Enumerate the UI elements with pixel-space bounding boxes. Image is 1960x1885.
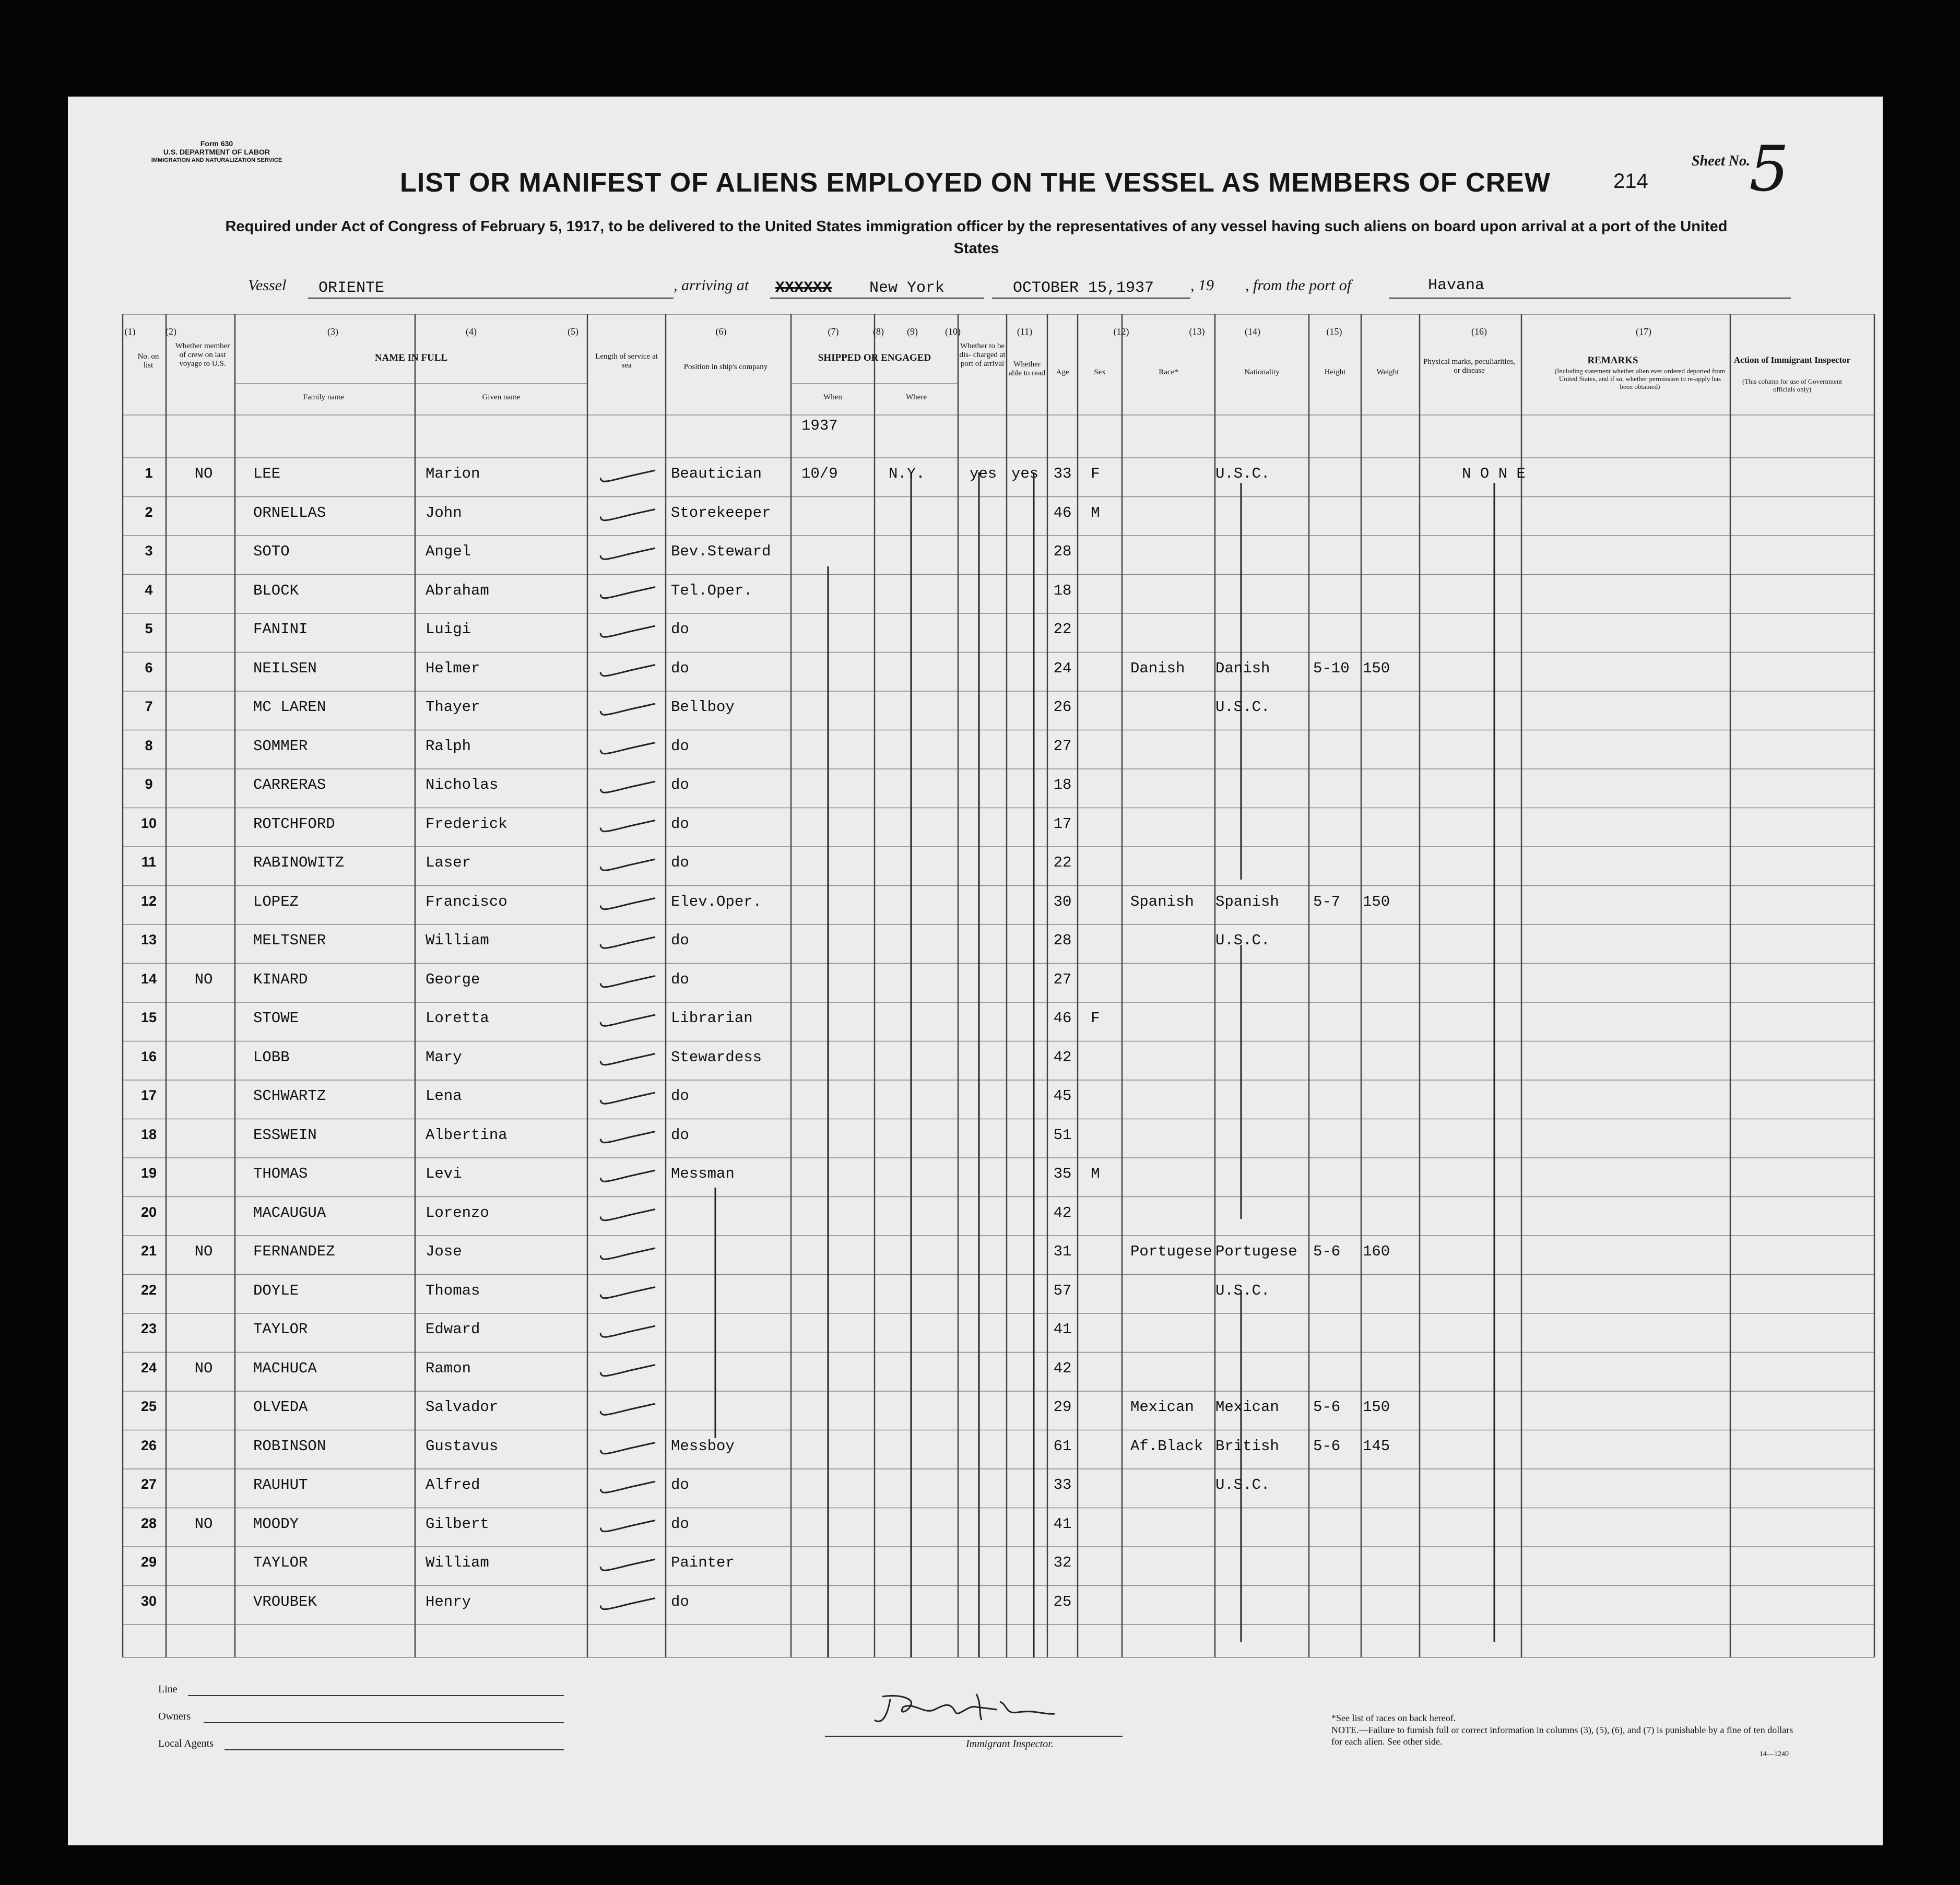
able-to-read: yes: [1011, 465, 1039, 482]
family-name: ESSWEIN: [253, 1126, 317, 1144]
given-name: William: [426, 932, 489, 949]
age: 31: [1053, 1243, 1072, 1260]
weight: 150: [1363, 659, 1390, 677]
form-code: 14—1240: [1760, 1750, 1789, 1758]
age: 51: [1053, 1126, 1072, 1144]
position: do: [671, 1593, 689, 1610]
underline: [992, 298, 1190, 299]
header-member: Whether member of crew on last voyage to U.S.: [175, 342, 230, 368]
family-name: THOMAS: [253, 1165, 308, 1182]
given-name: Albertina: [426, 1126, 507, 1144]
family-name: MELTSNER: [253, 932, 326, 949]
row-number: 6: [145, 659, 153, 675]
given-name: Mary: [426, 1048, 462, 1066]
member-last-voyage: NO: [194, 465, 213, 482]
family-name: LOBB: [253, 1048, 290, 1066]
age: 24: [1053, 659, 1072, 677]
length-of-service-mark: [600, 626, 655, 637]
given-name: Luigi: [426, 621, 471, 638]
length-of-service-mark: [600, 1287, 655, 1298]
position: Librarian: [671, 1010, 753, 1027]
position: do: [671, 1515, 689, 1533]
weight: 150: [1363, 893, 1390, 910]
given-name: William: [426, 1554, 489, 1571]
row-number: 17: [140, 1087, 157, 1103]
row-number: 20: [140, 1204, 157, 1220]
underline: [770, 298, 984, 299]
inspector-label: Immigrant Inspector.: [966, 1738, 1054, 1750]
given-name: Gilbert: [426, 1515, 489, 1533]
length-of-service-mark: [600, 1093, 655, 1104]
family-name: SOMMER: [253, 737, 308, 755]
height: 5-6: [1313, 1398, 1341, 1416]
family-name: OLVEDA: [253, 1398, 308, 1416]
row-number: 5: [145, 621, 153, 636]
race: Spanish: [1130, 893, 1194, 910]
underline: [308, 298, 674, 299]
age: 27: [1053, 737, 1072, 755]
length-of-service-mark: [600, 859, 655, 870]
given-name: Ramon: [426, 1359, 471, 1377]
position: do: [671, 854, 689, 871]
row-number: 3: [145, 543, 153, 559]
length-of-service-mark: [600, 1326, 655, 1337]
length-of-service-mark: [600, 470, 655, 481]
header-nationality: Nationality: [1244, 368, 1280, 376]
family-name: RABINOWITZ: [253, 854, 345, 871]
age: 33: [1053, 1476, 1072, 1493]
family-name: ROBINSON: [253, 1437, 326, 1455]
row-number: 12: [140, 893, 157, 909]
family-name: MACAUGUA: [253, 1204, 326, 1222]
given-name: Thomas: [426, 1282, 480, 1299]
family-name: BLOCK: [253, 582, 299, 599]
underline: [1389, 298, 1791, 299]
row-number: 10: [140, 815, 157, 831]
age: 22: [1053, 854, 1072, 871]
column-number: (12): [1113, 326, 1129, 337]
age: 46: [1053, 1010, 1072, 1027]
race: Danish: [1130, 659, 1185, 677]
header-height: Height: [1324, 368, 1346, 376]
column-number: (9): [907, 326, 918, 337]
position: do: [671, 970, 689, 988]
row-number: 19: [140, 1165, 157, 1181]
column-number: (17): [1636, 326, 1651, 337]
inspector-signature: [867, 1684, 1076, 1736]
header-shipped: SHIPPED OR ENGAGED: [818, 352, 931, 363]
race: Af.Black: [1130, 1437, 1203, 1455]
sex: M: [1091, 504, 1100, 521]
row-number: 29: [140, 1554, 157, 1570]
length-of-service-mark: [600, 1054, 655, 1065]
length-of-service-mark: [600, 898, 655, 909]
page-title: LIST OR MANIFEST OF ALIENS EMPLOYED ON THE VESSEL AS MEMBERS OF CREW: [400, 168, 1551, 198]
form-identifier: [131, 139, 303, 164]
row-number: 21: [140, 1243, 157, 1259]
age: 22: [1053, 621, 1072, 638]
sheet-label: Sheet No.: [1692, 153, 1750, 169]
given-name: Abraham: [426, 582, 489, 599]
family-name: STOWE: [253, 1010, 299, 1027]
row-number: 25: [140, 1398, 157, 1414]
age: 45: [1053, 1087, 1072, 1105]
family-name: SCHWARTZ: [253, 1087, 326, 1105]
row-number: 23: [140, 1321, 157, 1336]
age: 30: [1053, 893, 1072, 910]
length-of-service-mark: [600, 1443, 655, 1454]
arrival-date: OCTOBER 15,1937: [1013, 279, 1154, 297]
weight: 160: [1363, 1243, 1390, 1260]
given-name: Alfred: [426, 1476, 480, 1493]
sheet-number: 5: [1749, 133, 1789, 206]
length-of-service-mark: [600, 743, 655, 754]
header-when: When: [823, 393, 842, 401]
header-discharged: Whether to be dis- charged at port of arrival: [959, 342, 1006, 368]
family-name: RAUHUT: [253, 1476, 308, 1493]
length-of-service-mark: [600, 1132, 655, 1143]
header-sex: Sex: [1094, 368, 1106, 376]
given-name: Loretta: [426, 1010, 489, 1027]
underline: [825, 1736, 1123, 1737]
header-race: Race*: [1159, 368, 1178, 376]
given-name: Gustavus: [426, 1437, 499, 1455]
underline: [204, 1722, 564, 1723]
form-number: Form 630: [200, 139, 233, 148]
column-number: (2): [166, 326, 176, 337]
header-action-detail: (This column for use of Government officials only): [1742, 377, 1842, 393]
given-name: George: [426, 970, 480, 988]
family-name: DOYLE: [253, 1282, 299, 1299]
column-number: (11): [1017, 326, 1033, 337]
family-name: LEE: [253, 465, 281, 482]
header-able-to-read: Whether able to read: [1009, 360, 1045, 377]
given-name: Jose: [426, 1243, 462, 1260]
position: do: [671, 737, 689, 755]
column-number: (8): [873, 326, 884, 337]
vessel-name: ORIENTE: [318, 279, 385, 297]
family-name: LOPEZ: [253, 893, 299, 910]
sex: F: [1091, 465, 1100, 482]
nationality: British: [1215, 1437, 1279, 1455]
nationality: Spanish: [1215, 893, 1279, 910]
age: 32: [1053, 1554, 1072, 1571]
column-number: (14): [1245, 326, 1260, 337]
header-no-on-list: No. on list: [137, 352, 159, 370]
header-given-name: Given name: [482, 393, 521, 401]
length-of-service-mark: [600, 587, 655, 598]
header-name-in-full: NAME IN FULL: [374, 352, 448, 363]
nationality: U.S.C.: [1215, 465, 1270, 482]
row-number: 4: [145, 582, 153, 598]
given-name: Nicholas: [426, 776, 499, 793]
age: 33: [1053, 465, 1072, 482]
row-number: 9: [145, 776, 153, 792]
header-family-name: Family name: [303, 393, 345, 401]
column-number: (7): [828, 326, 839, 337]
header-weight: Weight: [1376, 368, 1399, 376]
column-number: (3): [327, 326, 338, 337]
local-agents-label: Local Agents: [158, 1738, 214, 1749]
row-number: 18: [140, 1126, 157, 1142]
races-note: *See list of races on back hereof.: [1331, 1713, 1456, 1723]
length-of-service-mark: [600, 821, 655, 832]
column-number: (10): [945, 326, 961, 337]
given-name: Levi: [426, 1165, 462, 1182]
length-of-service-mark: [600, 665, 655, 676]
age: 17: [1053, 815, 1072, 833]
age: 27: [1053, 970, 1072, 988]
height: 5-7: [1313, 893, 1341, 910]
given-name: Thayer: [426, 698, 480, 716]
service-name: IMMIGRATION AND NATURALIZATION SERVICE: [151, 157, 282, 163]
age: 61: [1053, 1437, 1072, 1455]
given-name: Laser: [426, 854, 471, 871]
family-name: MACHUCA: [253, 1359, 317, 1377]
position: do: [671, 659, 689, 677]
position: Elev.Oper.: [671, 893, 762, 910]
family-name: SOTO: [253, 543, 290, 560]
age: 57: [1053, 1282, 1072, 1299]
position: do: [671, 1476, 689, 1493]
discharged: yes: [970, 465, 997, 482]
race: Mexican: [1130, 1398, 1194, 1416]
family-name: FERNANDEZ: [253, 1243, 335, 1260]
nationality: Danish: [1215, 659, 1270, 677]
shipped-where: N.Y.: [889, 465, 925, 482]
family-name: MOODY: [253, 1515, 299, 1533]
column-number: (6): [715, 326, 727, 337]
length-of-service-mark: [600, 1248, 655, 1259]
position: Messboy: [671, 1437, 735, 1455]
nationality: Portugese: [1215, 1243, 1297, 1260]
underline: [188, 1695, 564, 1696]
given-name: Lena: [426, 1087, 462, 1105]
year-entry: 1937: [801, 417, 838, 434]
length-of-service-mark: [600, 1598, 655, 1609]
length-of-service-mark: [600, 1559, 655, 1570]
column-number: (5): [568, 326, 578, 337]
row-number: 26: [140, 1437, 157, 1453]
family-name: TAYLOR: [253, 1554, 308, 1571]
length-of-service-mark: [600, 1365, 655, 1376]
weight: 145: [1363, 1437, 1390, 1455]
nationality: U.S.C.: [1215, 698, 1270, 716]
position: Bev.Steward: [671, 543, 771, 560]
family-name: NEILSEN: [253, 659, 317, 677]
given-name: Ralph: [426, 737, 471, 755]
height: 5-6: [1313, 1243, 1341, 1260]
given-name: Salvador: [426, 1398, 499, 1416]
height: 5-10: [1313, 659, 1350, 677]
position: Bellboy: [671, 698, 735, 716]
row-number: 30: [140, 1593, 157, 1609]
age: 18: [1053, 582, 1072, 599]
age: 41: [1053, 1515, 1072, 1533]
row-number: 14: [140, 970, 157, 987]
port-label: , from the port of: [1245, 277, 1352, 294]
given-name: Lorenzo: [426, 1204, 489, 1222]
department-name: U.S. DEPARTMENT OF LABOR: [163, 148, 270, 156]
member-last-voyage: NO: [194, 1359, 213, 1377]
struck-text: XXXXXX: [775, 279, 832, 297]
given-name: Helmer: [426, 659, 480, 677]
age: 42: [1053, 1359, 1072, 1377]
position: do: [671, 932, 689, 949]
length-of-service-mark: [600, 1170, 655, 1181]
row-number: 24: [140, 1359, 157, 1376]
nationality: U.S.C.: [1215, 1282, 1270, 1299]
given-name: John: [426, 504, 462, 521]
row-number: 7: [145, 698, 153, 714]
manifest-sheet: [68, 97, 1883, 1845]
row-number: 16: [140, 1048, 157, 1064]
row-number: 28: [140, 1515, 157, 1531]
position: Painter: [671, 1554, 735, 1571]
given-name: Angel: [426, 543, 471, 560]
nationality: U.S.C.: [1215, 1476, 1270, 1493]
age: 18: [1053, 776, 1072, 793]
row-number: 2: [145, 504, 153, 520]
position: Beautician: [671, 465, 762, 482]
height: 5-6: [1313, 1437, 1341, 1455]
member-last-voyage: NO: [194, 1515, 213, 1533]
column-number: (16): [1471, 326, 1487, 337]
length-of-service-mark: [600, 1210, 655, 1220]
header-length-of-service: Length of service at sea: [595, 352, 658, 370]
row-number: 15: [140, 1010, 157, 1025]
length-of-service-mark: [600, 1015, 655, 1026]
age: 46: [1053, 504, 1072, 521]
column-number: (1): [124, 326, 136, 337]
sex: F: [1091, 1010, 1100, 1027]
family-name: CARRERAS: [253, 776, 326, 793]
vessel-label: Vessel: [248, 277, 287, 294]
length-of-service-mark: [600, 976, 655, 987]
given-name: Edward: [426, 1321, 480, 1338]
length-of-service-mark: [600, 1521, 655, 1532]
header-remarks-detail: (Including statement whether alien ever ordered deported from United States, and if so, whether permission to re-apply has been obtained): [1554, 367, 1726, 390]
length-of-service-mark: [600, 937, 655, 948]
length-of-service-mark: [600, 509, 655, 520]
shipped-when: 10/9: [801, 465, 838, 482]
departure-port: Havana: [1428, 277, 1485, 294]
nationality: Mexican: [1215, 1398, 1279, 1416]
race: Portugese: [1130, 1243, 1212, 1260]
header-where: Where: [906, 393, 927, 401]
row-number: 1: [145, 465, 153, 481]
column-number: (13): [1189, 326, 1205, 337]
header-position: Position in ship's company: [683, 363, 768, 371]
row-number: 27: [140, 1476, 157, 1492]
row-number: 22: [140, 1282, 157, 1298]
header-remarks: REMARKS: [1587, 355, 1638, 366]
arriving-port: New York: [869, 279, 945, 297]
length-of-service-mark: [600, 548, 655, 559]
family-name: MC LAREN: [253, 698, 326, 716]
length-of-service-mark: [600, 781, 655, 792]
given-name: Frederick: [426, 815, 507, 833]
header-age: Age: [1056, 368, 1069, 376]
given-name: Marion: [426, 465, 480, 482]
position: Tel.Oper.: [671, 582, 753, 599]
penalty-note: NOTE.—Failure to furnish full or correct information in columns (3), (5), (6), and (7) is punishable by a fine of ten dollars for each alien. See other side.: [1331, 1725, 1793, 1747]
position: Stewardess: [671, 1048, 762, 1066]
age: 26: [1053, 698, 1072, 716]
row-number: 8: [145, 737, 153, 753]
column-number: (4): [466, 326, 477, 337]
owners-label: Owners: [158, 1711, 191, 1722]
age: 28: [1053, 543, 1072, 560]
age: 25: [1053, 1593, 1072, 1610]
family-name: ROTCHFORD: [253, 815, 335, 833]
subtitle: Required under Act of Congress of February 5, 1917, to be delivered to the United States immigration officer by the representatives of any vessel having such aliens on board upon arrival at a port of the United States: [225, 218, 1728, 257]
position: do: [671, 1087, 689, 1105]
arriving-label: , arriving at: [674, 277, 749, 294]
age: 42: [1053, 1048, 1072, 1066]
age: 29: [1053, 1398, 1072, 1416]
given-name: Francisco: [426, 893, 507, 910]
family-name: FANINI: [253, 621, 308, 638]
weight: 150: [1363, 1398, 1390, 1416]
position: Storekeeper: [671, 504, 771, 521]
age: 35: [1053, 1165, 1072, 1182]
age: 41: [1053, 1321, 1072, 1338]
family-name: TAYLOR: [253, 1321, 308, 1338]
length-of-service-mark: [600, 1481, 655, 1492]
serial-number: 214: [1613, 170, 1648, 193]
row-number: 13: [140, 932, 157, 947]
family-name: KINARD: [253, 970, 308, 988]
underline: [225, 1749, 564, 1750]
family-name: ORNELLAS: [253, 504, 326, 521]
position: do: [671, 621, 689, 638]
physical-marks: N O N E: [1462, 465, 1526, 482]
column-number: (15): [1326, 326, 1342, 337]
length-of-service-mark: [600, 704, 655, 715]
length-of-service-mark: [600, 1404, 655, 1415]
member-last-voyage: NO: [194, 970, 213, 988]
line-label: Line: [158, 1684, 178, 1695]
nationality: U.S.C.: [1215, 932, 1270, 949]
age: 28: [1053, 932, 1072, 949]
header-action: Action of Immigrant Inspector: [1733, 355, 1851, 365]
position: Messman: [671, 1165, 735, 1182]
year-label: , 19: [1190, 277, 1214, 294]
position: do: [671, 815, 689, 833]
position: do: [671, 776, 689, 793]
given-name: Henry: [426, 1593, 471, 1610]
age: 42: [1053, 1204, 1072, 1222]
row-number: 11: [141, 854, 157, 870]
sex: M: [1091, 1165, 1100, 1182]
member-last-voyage: NO: [194, 1243, 213, 1260]
family-name: VROUBEK: [253, 1593, 317, 1610]
header-physical-marks: Physical marks, peculiarities, or disease: [1423, 358, 1515, 375]
position: do: [671, 1126, 689, 1144]
